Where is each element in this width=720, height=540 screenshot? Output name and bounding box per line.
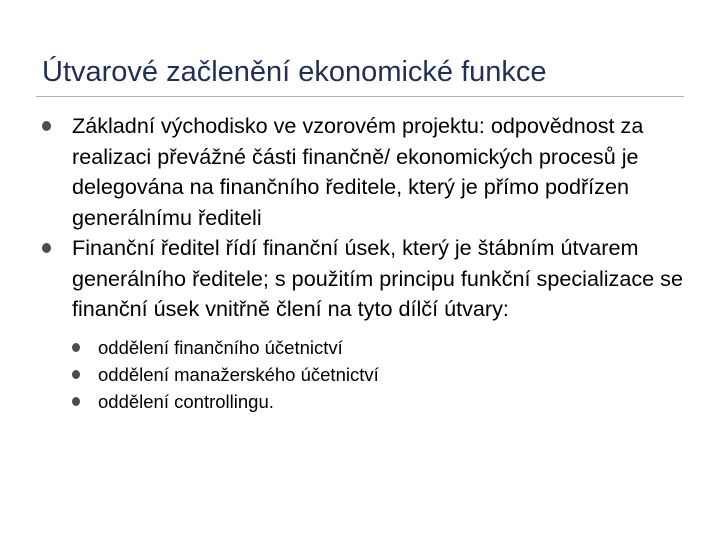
sub-bullet-list [72,334,692,415]
sub-bullet-text-2: oddělení manažerského účetnictví [98,363,379,385]
sub-bullet-text-3: oddělení controllingu. [98,390,274,412]
bullet-item-2 [42,233,692,415]
bullet-item-1 [42,111,692,233]
bullet-dot-icon [72,343,80,352]
slide-title: Útvarové začlenění ekonomické funkce [42,56,547,88]
sub-bullet-item-3 [72,388,692,415]
bullet-text-1: Základní východisko ve vzorovém projektu: odpovědnost za realizaci převážné části finančně/ ekonomických procesů je delegována na finančního ředitele, který je přímo podřízen generálnímu řediteli [72,113,644,230]
sub-bullet-item-2 [72,361,692,388]
bullet-dot-icon [42,121,51,131]
sub-bullet-item-1 [72,334,692,361]
bullet-dot-icon [72,370,80,379]
bullet-dot-icon [72,397,80,406]
bullet-dot-icon [42,243,51,253]
title-divider [36,96,684,97]
bullet-list [42,111,692,415]
sub-bullet-text-1: oddělení finančního účetnictví [98,336,343,358]
bullet-text-2: Finanční ředitel řídí finanční úsek, který je štábním útvarem generálního ředitele; s použitím principu funkční specializace se finanční úsek vnitřně člení na tyto dílčí útvary: [72,235,683,321]
